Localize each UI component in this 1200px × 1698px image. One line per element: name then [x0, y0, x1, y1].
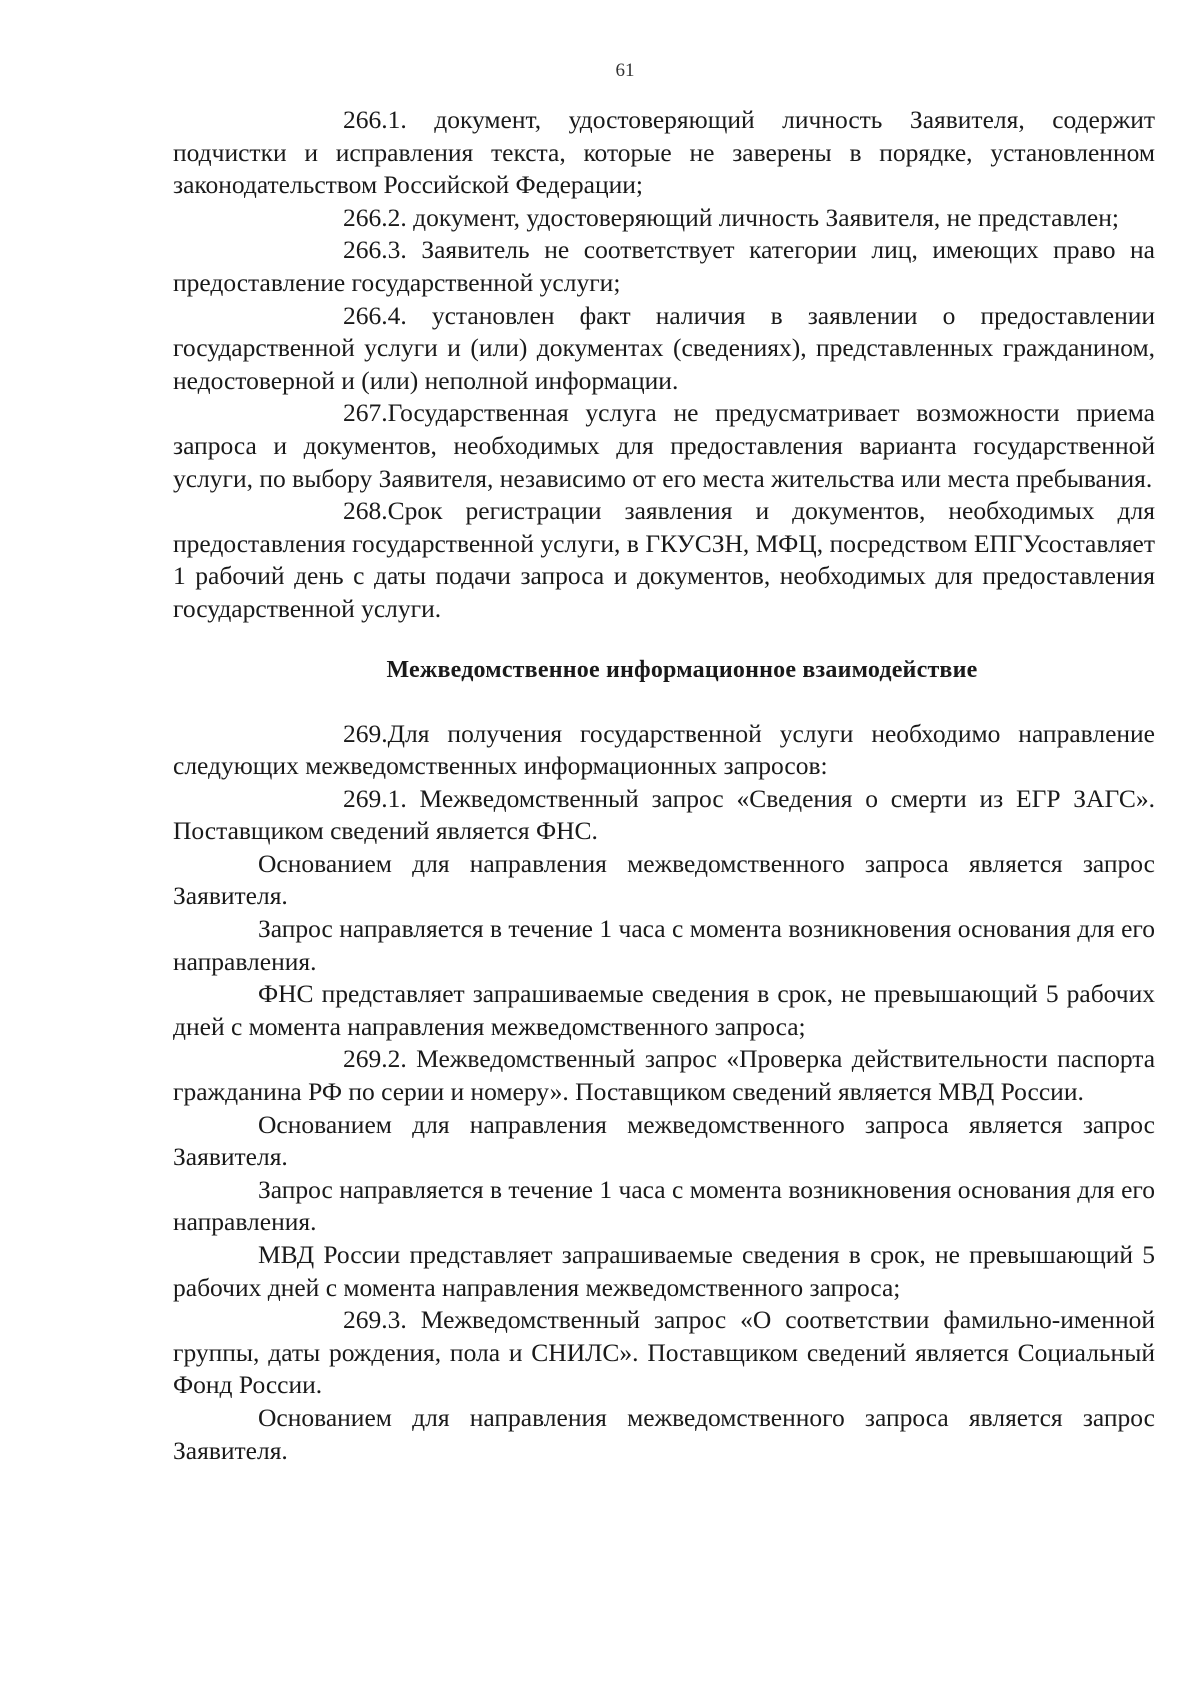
paragraph-mvd-response: [173, 1239, 1155, 1304]
paragraphs-after-heading: [173, 718, 1155, 1468]
paragraph-number: 266.2.: [343, 202, 407, 232]
paragraph-text: установлен факт наличия в заявлении о предоставлении государственной услуги и (или) документах (сведениях), представленных гражданином, недостоверной и (или) неполной информации.: [173, 300, 1156, 395]
paragraph-text: Основанием для направления межведомственного запроса является запрос Заявителя.: [173, 1402, 1155, 1465]
paragraph-269-1: [173, 783, 1155, 848]
paragraph-number: 269.2.: [343, 1044, 407, 1074]
paragraph-269-2: [173, 1043, 1155, 1108]
paragraph-basis: [173, 1109, 1155, 1174]
paragraph-text: Заявитель не соответствует категории лиц, имеющих право на предоставление государственной услуги;: [173, 235, 1156, 297]
section-heading: Межведомственное информационное взаимодействие: [386, 656, 978, 683]
paragraph-number: 266.1.: [343, 105, 407, 134]
paragraph-text: Основанием для направления межведомственного запроса является запрос Заявителя.: [173, 848, 1155, 911]
paragraph-number: 266.3.: [343, 235, 407, 265]
paragraph-number: 269.1.: [343, 783, 407, 813]
paragraph-basis: [173, 1402, 1155, 1467]
paragraph-text: ФНС представляет запрашиваемые сведения в срок, не превышающий 5 рабочих дней с момента направления межведомственного запроса;: [173, 979, 1155, 1041]
paragraph-fns-response: [173, 978, 1155, 1043]
paragraph-basis: [173, 848, 1155, 913]
paragraph-text: документ, удостоверяющий личность Заявителя, содержит подчистки и исправления текста, которые не заверены в порядке, установленном законодательством Российской Федерации;: [173, 105, 1155, 200]
paragraph-266-4: [173, 300, 1155, 398]
paragraph-number: 268.: [343, 496, 388, 526]
paragraph-text: Запрос направляется в течение 1 часа с момента возникновения основания для его направления.: [173, 1174, 1155, 1237]
paragraph-text: Межведомственный запрос «Проверка действительности паспорта гражданина РФ по серии и номеру». Поставщиком сведений является МВД России.: [173, 1044, 1156, 1107]
paragraph-text: Срок регистрации заявления и документов, необходимых для предоставления государственной услуги, в ГКУСЗН, МФЦ, посредством ЕПГУсоставляет 1 рабочий день с даты подачи запроса и документов, необходимых для предоставления государственной услуги.: [173, 496, 1155, 623]
paragraph-267: [173, 397, 1155, 495]
paragraph-number: 269.: [343, 718, 388, 748]
paragraph-269: [173, 718, 1155, 783]
paragraph-266-2: [173, 202, 1155, 235]
paragraph-text: Запрос направляется в течение 1 часа с момента возникновения основания для его направления.: [173, 914, 1155, 976]
paragraphs-before-heading: [173, 104, 1155, 626]
paragraph-268: [173, 495, 1155, 625]
paragraph-text: Для получения государственной услуги необходимо направление следующих межведомственных информационных запросов:: [173, 718, 1155, 781]
paragraph-text: документ, удостоверяющий личность Заявителя, не представлен;: [413, 202, 1119, 232]
paragraph-266-1: [173, 104, 1155, 202]
paragraph-request-timing: [173, 913, 1155, 978]
paragraph-269-3: [173, 1304, 1155, 1402]
paragraph-text: Межведомственный запрос «О соответствии фамильно-именной группы, даты рождения, пола и СНИЛС». Поставщиком сведений является Социальный Фонд России.: [173, 1305, 1155, 1400]
document-body: [173, 104, 1155, 1467]
paragraph-text: МВД России представляет запрашиваемые сведения в срок, не превышающий 5 рабочих дней с момента направления межведомственного запроса;: [173, 1240, 1155, 1302]
paragraph-text: Государственная услуга не предусматривает возможности приема запроса и документов, необходимых для предоставления варианта государственной услуги, по выбору Заявителя, независимо от его места жительства или места пребывания.: [173, 398, 1155, 493]
page-number: 61: [615, 60, 635, 81]
paragraph-request-timing: [173, 1174, 1155, 1239]
paragraph-266-3: [173, 234, 1155, 299]
paragraph-text: Межведомственный запрос «Сведения о смерти из ЕГР ЗАГС». Поставщиком сведений является ФНС.: [173, 783, 1156, 846]
paragraph-number: 269.3.: [343, 1305, 407, 1335]
paragraph-number: 266.4.: [343, 300, 407, 330]
paragraph-number: 267.: [343, 398, 388, 428]
paragraph-text: Основанием для направления межведомственного запроса является запрос Заявителя.: [173, 1109, 1155, 1172]
